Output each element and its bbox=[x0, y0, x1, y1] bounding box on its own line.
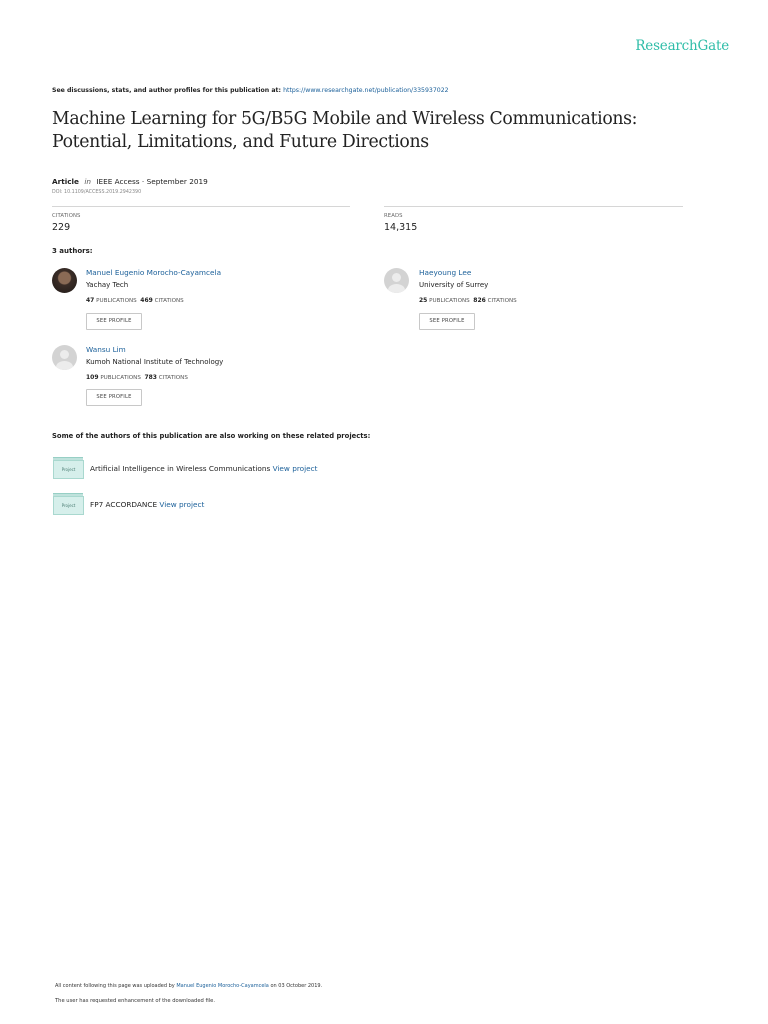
citations-value: 229 bbox=[52, 222, 71, 233]
avatar[interactable] bbox=[52, 268, 77, 293]
upload-prefix: All content following this page was uploaded by bbox=[55, 983, 175, 989]
authors-heading: 3 authors: bbox=[52, 247, 93, 255]
journal-date: IEEE Access · September 2019 bbox=[96, 177, 208, 186]
see-profile-button[interactable]: SEE PROFILE bbox=[419, 313, 475, 330]
author-name[interactable]: Wansu Lim bbox=[86, 345, 126, 354]
view-project-link[interactable]: View project bbox=[159, 500, 205, 509]
view-project-link[interactable]: View project bbox=[272, 464, 318, 473]
discussion-line bbox=[52, 87, 449, 94]
publications-label: PUBLICATIONS bbox=[96, 298, 137, 304]
publication-type: Article bbox=[52, 177, 80, 186]
projects-heading: Some of the authors of this publication are also working on these related projects: bbox=[52, 432, 371, 440]
doi: DOI: 10.1109/ACCESS.2019.2942390 bbox=[52, 190, 142, 195]
author-name[interactable]: Haeyoung Lee bbox=[419, 268, 472, 277]
author-affiliation: Yachay Tech bbox=[86, 281, 129, 289]
author-name[interactable]: Manuel Eugenio Morocho-Cayamcela bbox=[86, 268, 222, 277]
publication-title bbox=[52, 108, 692, 154]
publication-count: 25 bbox=[419, 297, 428, 304]
project-item bbox=[90, 500, 204, 509]
citations-label: CITATIONS bbox=[487, 298, 517, 304]
enhancement-note: The user has requested enhancement of the downloaded file. bbox=[55, 998, 216, 1004]
citations-label: CITATIONS bbox=[158, 375, 188, 381]
reads-label: READS bbox=[384, 213, 403, 219]
see-profile-button[interactable]: SEE PROFILE bbox=[86, 389, 142, 406]
citations-label: CITATIONS bbox=[154, 298, 184, 304]
divider-right bbox=[384, 206, 683, 207]
in-word: in bbox=[84, 177, 91, 186]
project-name: Artificial Intelligence in Wireless Communications bbox=[90, 464, 271, 473]
publications-label: PUBLICATIONS bbox=[429, 298, 470, 304]
see-profile-button[interactable]: SEE PROFILE bbox=[86, 313, 142, 330]
citation-count: 826 bbox=[473, 297, 486, 304]
publication-meta bbox=[52, 177, 208, 186]
uploader-link[interactable]: Manuel Eugenio Morocho-Cayamcela bbox=[176, 983, 269, 989]
project-folder-icon bbox=[53, 457, 83, 479]
author-stats bbox=[86, 374, 188, 381]
title-line-1: Machine Learning for 5G/B5G Mobile and Wireless Communications: bbox=[52, 109, 638, 129]
avatar[interactable] bbox=[384, 268, 409, 293]
researchgate-logo[interactable]: ResearchGate bbox=[635, 38, 729, 54]
citation-count: 783 bbox=[144, 374, 157, 381]
publications-label: PUBLICATIONS bbox=[100, 375, 141, 381]
author-stats bbox=[86, 297, 184, 304]
title-line-2: Potential, Limitations, and Future Directions bbox=[52, 132, 429, 152]
divider-left bbox=[52, 206, 350, 207]
project-item bbox=[90, 464, 318, 473]
project-icon-label: Project bbox=[53, 460, 84, 479]
citations-label: CITATIONS bbox=[52, 213, 81, 219]
author-affiliation: Kumoh National Institute of Technology bbox=[86, 358, 224, 366]
discuss-text: See discussions, stats, and author profiles for this publication at: bbox=[52, 87, 281, 94]
project-folder-icon bbox=[53, 493, 83, 515]
publication-link[interactable]: https://www.researchgate.net/publication/335937022 bbox=[283, 87, 449, 94]
project-name: FP7 ACCORDANCE bbox=[90, 500, 158, 509]
publication-count: 47 bbox=[86, 297, 95, 304]
author-affiliation: University of Surrey bbox=[419, 281, 489, 289]
upload-note bbox=[55, 983, 322, 989]
author-stats bbox=[419, 297, 517, 304]
reads-value: 14,315 bbox=[384, 222, 418, 233]
publication-count: 109 bbox=[86, 374, 99, 381]
avatar[interactable] bbox=[52, 345, 77, 370]
project-icon-label: Project bbox=[53, 496, 84, 515]
citation-count: 469 bbox=[140, 297, 153, 304]
upload-suffix: on 03 October 2019. bbox=[270, 983, 323, 989]
